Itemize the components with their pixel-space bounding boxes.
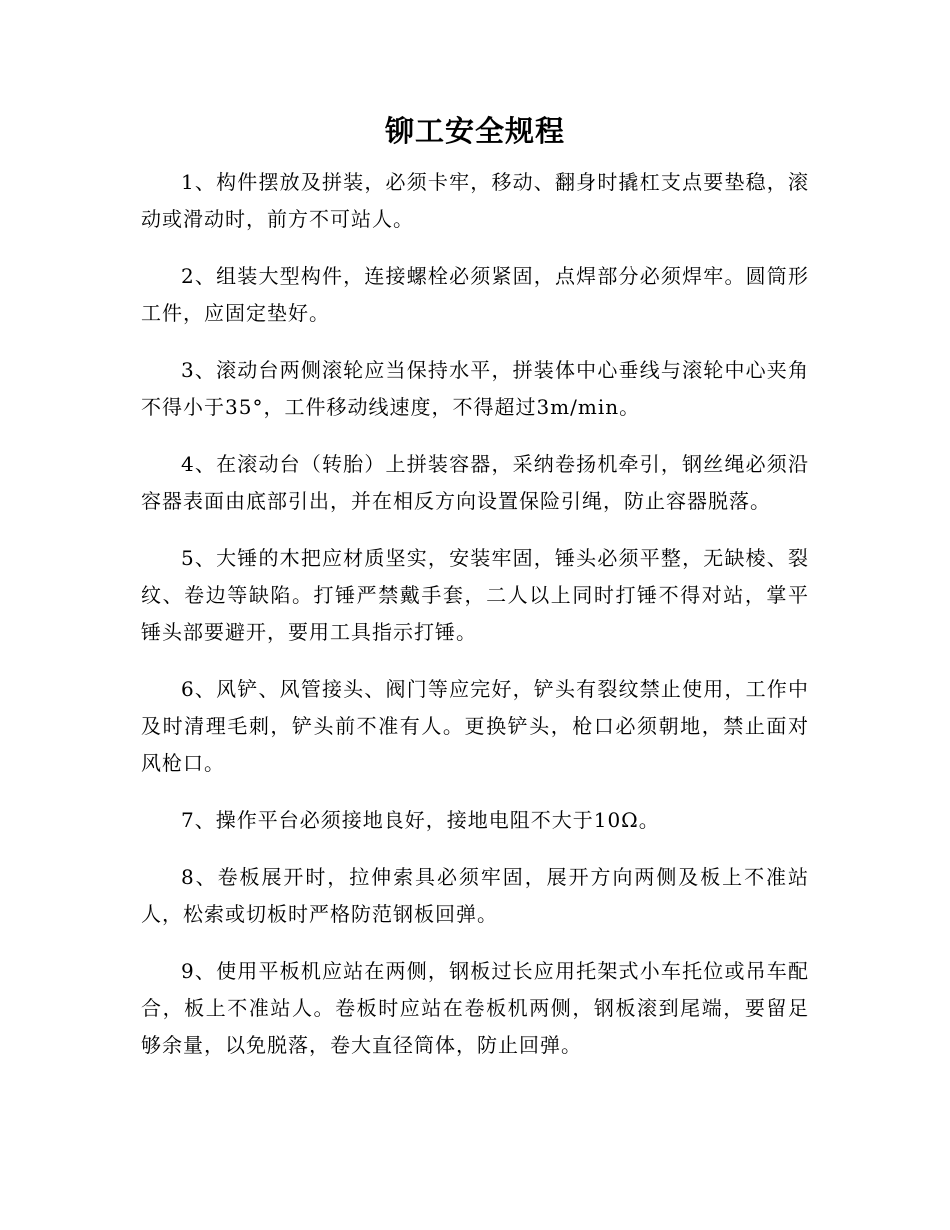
rule-paragraph-3: 3、滚动台两侧滚轮应当保持水平，拼装体中心垂线与滚轮中心夹角不得小于35°，工件移动线速度，不得超过3m/min。 xyxy=(141,358,809,419)
rule-paragraph-5: 5、大锤的木把应材质坚实，安装牢固，锤头必须平整，无缺棱、裂纹、卷边等缺陷。打锤严禁戴手套，二人以上同时打锤不得对站，掌平锤头部要避开，要用工具指示打锤。 xyxy=(141,546,809,644)
rule-paragraph-6: 6、风铲、风管接头、阀门等应完好，铲头有裂纹禁止使用，工作中及时清理毛刺，铲头前不准有人。更换铲头，枪口必须朝地，禁止面对风枪口。 xyxy=(141,677,809,775)
rule-paragraph-2: 2、组装大型构件，连接螺栓必须紧固，点焊部分必须焊牢。圆筒形工件，应固定垫好。 xyxy=(141,264,809,325)
document-title: 铆工安全规程 xyxy=(384,114,565,148)
rule-paragraph-9: 9、使用平板机应站在两侧，钢板过长应用托架式小车托位或吊车配合，板上不准站人。卷板时应站在卷板机两侧，钢板滚到尾端，要留足够余量，以免脱落，卷大直径筒体，防止回弹。 xyxy=(141,959,809,1057)
document-body xyxy=(141,164,809,1084)
rule-paragraph-4: 4、在滚动台（转胎）上拼装容器，采纳卷扬机牵引，钢丝绳必须沿容器表面由底部引出，并在相反方向设置保险引绳，防止容器脱落。 xyxy=(141,452,809,513)
rule-paragraph-7: 7、操作平台必须接地良好，接地电阻不大于10Ω。 xyxy=(181,808,660,832)
rule-paragraph-8: 8、卷板展开时，拉伸索具必须牢固，展开方向两侧及板上不准站人，松索或切板时严格防范钢板回弹。 xyxy=(141,865,809,926)
rule-paragraph-1: 1、构件摆放及拼装，必须卡牢，移动、翻身时撬杠支点要垫稳，滚动或滑动时，前方不可站人。 xyxy=(141,170,809,231)
